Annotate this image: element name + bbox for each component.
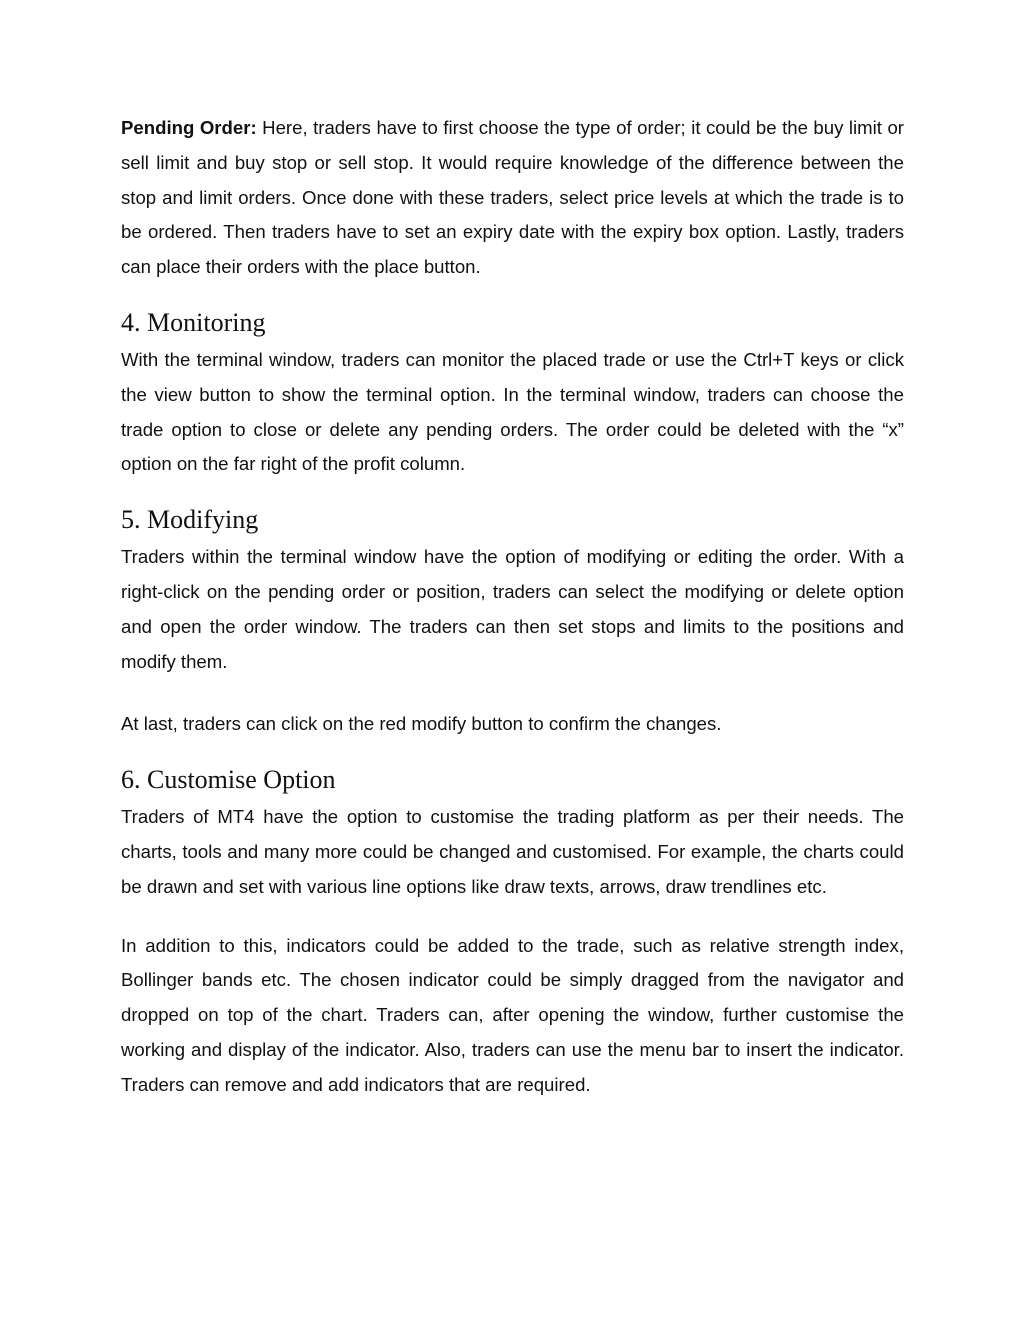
pending-order-paragraph — [121, 111, 904, 285]
customise-heading: 6. Customise Option — [121, 765, 336, 795]
modifying-heading: 5. Modifying — [121, 505, 259, 535]
indicators-paragraph: In addition to this, indicators could be added to the trade, such as relative strength index, Bollinger bands etc. The chosen indicator could be simply dragged from the navigator and dropped on top of the chart. Traders can, after opening the window, further customise the working and display of the indicator. Also, traders can use the menu bar to insert the indicator. Traders can remove and add indicators that are required. — [121, 934, 904, 1095]
modifying-paragraph: Traders within the terminal window have the option of modifying or editing the order. With a right-click on the pending order or position, traders can select the modifying or delete option and open the order window. The traders can then set stops and limits to the positions and modify them. — [121, 546, 904, 672]
pending-order-label: Pending Order: — [121, 117, 257, 138]
monitoring-heading: 4. Monitoring — [121, 307, 266, 337]
monitoring-paragraph: With the terminal window, traders can monitor the placed trade or use the Ctrl+T keys or click the view button to show the terminal option. In the terminal window, traders can choose the trade option to close or delete any pending orders. The order could be deleted with the “x” option on the far right of the profit column. — [121, 348, 904, 475]
customise-paragraph: Traders of MT4 have the option to customise the trading platform as per their needs. The charts, tools and many more could be changed and customised. For example, the charts could be drawn and set with various line options like draw texts, arrows, draw trendlines etc. — [121, 806, 904, 897]
pending-order-text: Here, traders have to first choose the type of order; it could be the buy limit or sell limit and buy stop or sell stop. It would require knowledge of the difference between the stop and limit orders. Once done with these traders, select price levels at which the trade is to be ordered. Then traders have to set an expiry date with the expiry box option. Lastly, traders can place their orders with the place button. — [121, 117, 904, 278]
modifying-confirm-paragraph: At last, traders can click on the red modify button to confirm the changes. — [121, 713, 722, 735]
document-page — [121, 111, 904, 1103]
